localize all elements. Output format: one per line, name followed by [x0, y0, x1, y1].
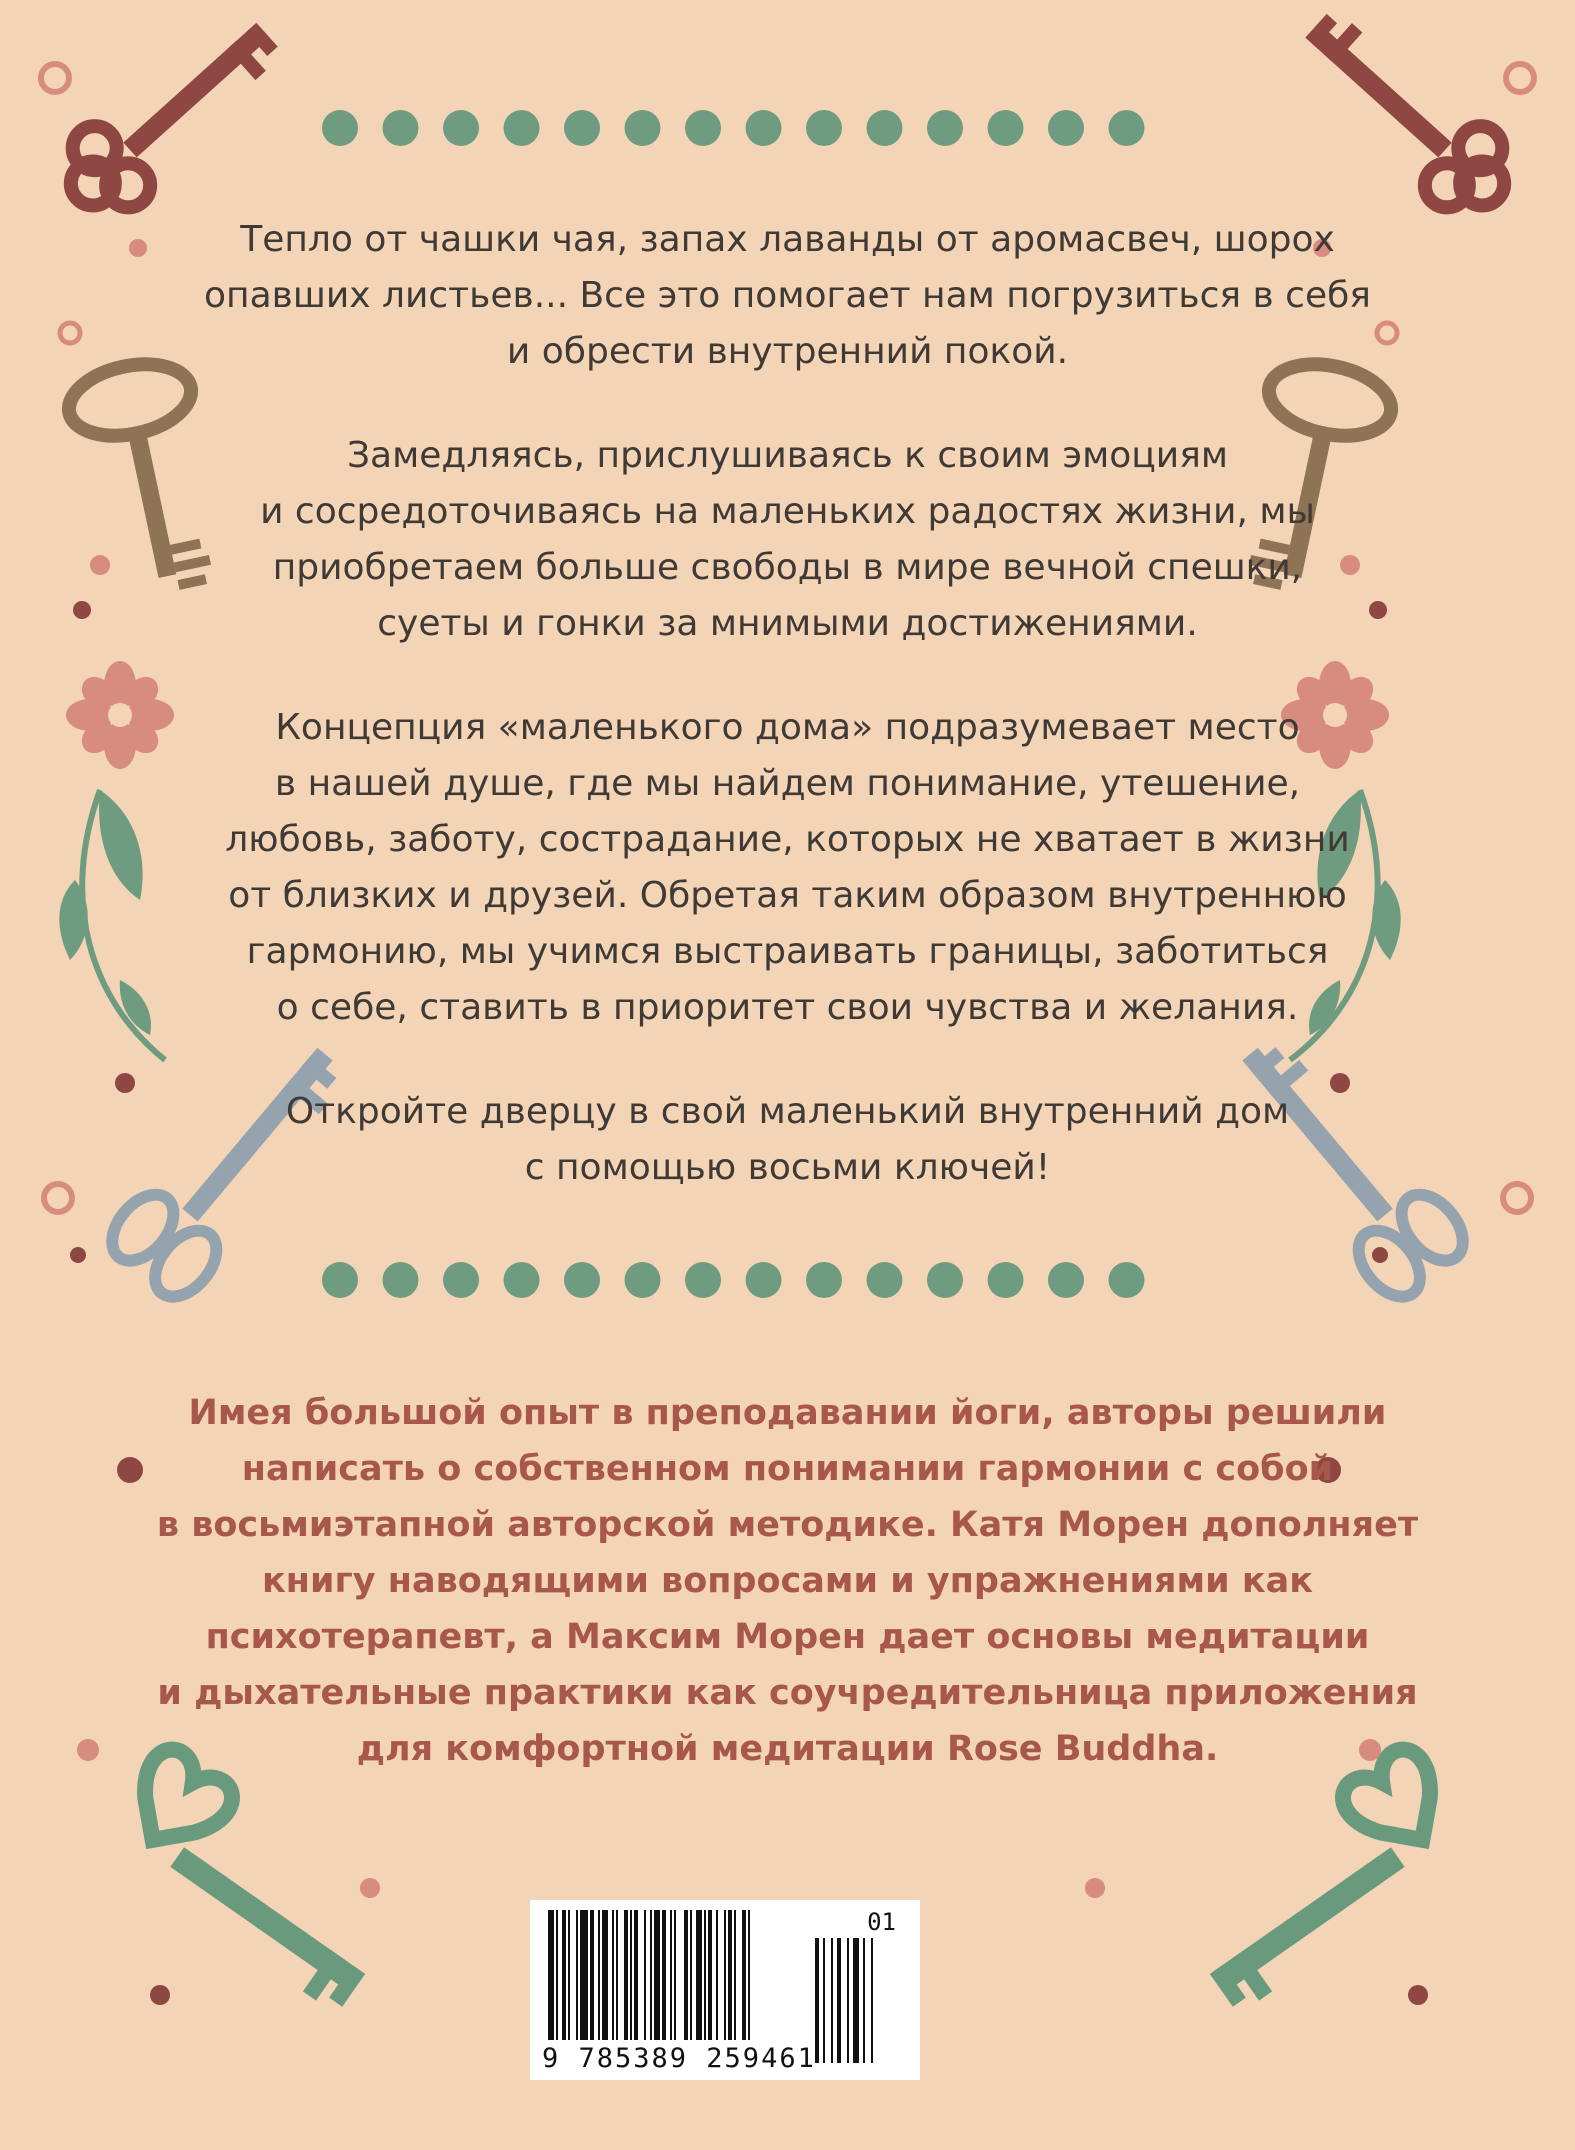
- text-line: опавших листьев... Все это помогает нам погрузиться в себя: [204, 275, 1371, 316]
- description-line: для комфортной медитации Rose Buddha.: [356, 1729, 1219, 1769]
- text-line: приобретаем больше свободы в мире вечной спешки,: [272, 547, 1303, 588]
- green-dot: [443, 1262, 479, 1298]
- description-line: книгу наводящими вопросами и упражнениями как: [262, 1561, 1313, 1601]
- paragraph: [190, 212, 1385, 380]
- green-dot: [806, 110, 842, 146]
- barcode-addon: 01: [867, 1908, 896, 1936]
- green-dot: [746, 110, 782, 146]
- text-line: и обрести внутренний покой.: [506, 331, 1069, 372]
- text-line: любовь, заботу, сострадание, которых не хватает в жизни: [225, 819, 1350, 860]
- green-key-icon: [1166, 1741, 1481, 2014]
- description-line: в восьмиэтапной авторской методике. Катя Морен дополняет: [156, 1505, 1419, 1545]
- green-dot: [383, 1262, 419, 1298]
- green-dot: [1048, 110, 1084, 146]
- green-dot: [867, 1262, 903, 1298]
- description-line: Имея большой опыт в преподавании йоги, авторы решили: [188, 1393, 1387, 1433]
- barcode-digits: 9 785389 259461: [542, 2043, 816, 2074]
- green-dot: [988, 110, 1024, 146]
- green-dot: [443, 110, 479, 146]
- isbn-barcode: [530, 1900, 920, 2080]
- green-dot: [927, 1262, 963, 1298]
- paragraph: [190, 700, 1385, 1036]
- red-key-icon: [1281, 0, 1530, 233]
- green-dot: [867, 110, 903, 146]
- text-line: с помощью восьми ключей!: [524, 1147, 1051, 1188]
- green-dot: [625, 1262, 661, 1298]
- green-dot: [383, 110, 419, 146]
- green-dot: [1048, 1262, 1084, 1298]
- green-dot: [685, 110, 721, 146]
- text-line: Замедляясь, прислушиваясь к своим эмоциям: [346, 435, 1229, 476]
- green-dot: [564, 110, 600, 146]
- green-dot: [1109, 110, 1145, 146]
- flower-icon: [59, 661, 174, 1060]
- green-dot: [564, 1262, 600, 1298]
- green-dot: [685, 1262, 721, 1298]
- green-dot: [625, 110, 661, 146]
- text-line: и сосредоточиваясь на маленьких радостях жизни, мы: [260, 491, 1315, 532]
- green-dot: [988, 1262, 1024, 1298]
- dot-row-top: [322, 110, 1145, 146]
- green-key-icon: [94, 1741, 409, 2014]
- paragraph: [190, 1084, 1385, 1196]
- text-line: в нашей душе, где мы найдем понимание, утешение,: [274, 763, 1301, 804]
- book-description: [140, 1385, 1435, 1777]
- text-line: Тепло от чашки чая, запах лаванды от аромасвеч, шорох: [240, 219, 1335, 260]
- green-dot: [322, 1262, 358, 1298]
- text-line: суеты и гонки за мнимыми достижениями.: [377, 603, 1198, 644]
- green-dot: [322, 110, 358, 146]
- green-dot: [504, 1262, 540, 1298]
- text-line: от близких и друзей. Обретая таким образом внутреннюю: [228, 875, 1347, 916]
- description-line: и дыхательные практики как соучредительница приложения: [157, 1673, 1418, 1713]
- main-text: [190, 212, 1385, 1244]
- green-dot: [806, 1262, 842, 1298]
- green-dot: [1109, 1262, 1145, 1298]
- description-line: написать о собственном понимании гармонии с собой: [241, 1449, 1334, 1489]
- description-line: психотерапевт, а Максим Морен дает основы медитации: [205, 1617, 1370, 1657]
- green-dot: [927, 110, 963, 146]
- text-line: гармонию, мы учимся выстраивать границы, заботиться: [246, 931, 1329, 972]
- red-key-icon: [45, 0, 294, 233]
- text-line: Откройте дверцу в свой маленький внутренний дом: [285, 1091, 1290, 1132]
- green-dot: [746, 1262, 782, 1298]
- text-line: Концепция «маленького дома» подразумевает место: [275, 707, 1300, 748]
- text-line: о себе, ставить в приоритет свои чувства и желания.: [276, 987, 1299, 1028]
- dot-row-middle: [322, 1262, 1145, 1298]
- green-dot: [504, 110, 540, 146]
- paragraph: [190, 428, 1385, 652]
